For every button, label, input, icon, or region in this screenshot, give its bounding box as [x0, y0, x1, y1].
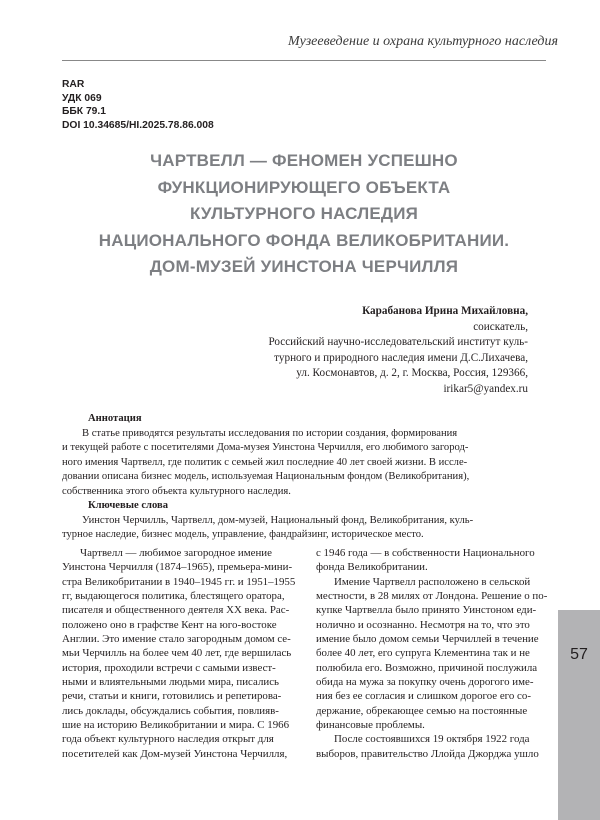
body-line: лись доклады, обсуждались события, повлияв-	[62, 704, 279, 717]
title-line: ДОМ-МУЗЕЙ УИНСТОНА ЧЕРЧИЛЛЯ	[149, 257, 459, 276]
author-name: Карабанова Ирина Михайловна,	[362, 305, 528, 317]
body-line: Имение Чартвелл расположено в сельской	[334, 575, 531, 588]
header-rule	[62, 60, 546, 61]
body-line: более 40 лет, его супруга Клементина так и не	[316, 647, 530, 660]
title-line: КУЛЬТУРНОГО НАСЛЕДИЯ	[189, 204, 419, 223]
abstract-label: Аннотация	[88, 413, 142, 424]
body-line: история, проходили встречи с самыми извест-	[62, 661, 276, 674]
body-line: купке Чартвелла было принято Уинстоном еди-	[316, 604, 537, 617]
body-column-left	[62, 546, 296, 761]
author-block	[108, 304, 528, 397]
body-line: обида на мужа за покупку очень дорогого име-	[316, 676, 534, 689]
title-line: ФУНКЦИОНИРУЮЩЕГО ОБЪЕКТА	[157, 177, 451, 197]
title-line: ЧАРТВЕЛЛ — ФЕНОМЕН УСПЕШНО	[150, 151, 458, 170]
body-line: гг, выдающегося политика, блестящего оратора,	[62, 590, 285, 603]
author-role: соискатель,	[473, 320, 528, 333]
article-title	[62, 148, 546, 281]
body-line: ными и влиятельными людьми мира, писались	[62, 676, 280, 689]
body-line: Чартвелл — любимое загородное имение	[80, 547, 272, 559]
keywords-line: Уинстон Черчилль, Чартвелл, дом-музей, Национальный фонд, Великобритания, куль-	[82, 514, 474, 526]
body-line: ния без ее согласия и слишком дорогое его со-	[316, 690, 531, 703]
body-line: местности, в 28 милях от Лондона. Решение о по-	[316, 590, 548, 603]
body-line: Англии. Это имение стало загородным домом се-	[62, 633, 291, 646]
body-line: речи, статьи и книги, готовились и репетирова-	[62, 690, 282, 703]
author-affiliation-line: Российский научно-исследовательский институт куль-	[268, 336, 528, 348]
identifier-rar: RAR	[62, 79, 85, 90]
body-line: Уинстона Черчилля (1874–1965), премьера-мини-	[62, 561, 293, 574]
page-side-tab	[558, 610, 600, 820]
body-line: выборов, правительство Ллойда Джорджа ушло	[316, 747, 539, 760]
abstract-section	[62, 412, 534, 543]
author-email: irikar5@yandex.ru	[443, 382, 528, 395]
author-affiliation-line: турного и природного наследия имени Д.С.Лихачева,	[274, 351, 528, 364]
identifier-udk: УДК 069	[62, 92, 102, 104]
keywords-line: турное наследие, бизнес модель, управление, фандрайзинг, историческое место.	[62, 529, 424, 540]
page-number: 57	[570, 646, 588, 663]
body-line: посетителей как Дом-музей Уинстона Черчилля,	[62, 747, 288, 760]
body-line: писателя и общественного деятеля XX века. Рас-	[62, 604, 290, 617]
abstract-line: ного имения Чартвелл, где политик с семьей жил последние 40 лет своей жизни. В иссле-	[62, 456, 468, 468]
body-line: держание, обрекающее семью на постоянные	[316, 704, 528, 717]
body-line: После состоявшихся 19 октября 1922 года	[334, 733, 530, 746]
identifiers-block	[62, 78, 214, 132]
body-line: нолично и осознанно. Несмотря на то, что это	[316, 618, 530, 631]
body-line: имение было домом семьи Черчиллей в течение	[316, 633, 539, 646]
identifier-doi: DOI 10.34685/HI.2025.78.86.008	[62, 119, 214, 131]
keywords-label: Ключевые слова	[88, 500, 169, 511]
abstract-line: довании описана бизнес модель, используемая Национальным фондом (Великобритания),	[62, 471, 470, 482]
body-line: положено оно в графстве Кент на юго-востоке	[62, 618, 277, 631]
author-affiliation-line: ул. Космонавтов, д. 2, г. Москва, Россия, 129366,	[296, 367, 528, 379]
running-head-title: Музееведение и охрана культурного наследия	[288, 34, 558, 49]
body-line: финансовые проблемы.	[316, 719, 425, 732]
abstract-line: собственника этого объекта культурного наследия.	[62, 485, 291, 497]
abstract-line: В статье приводятся результаты исследования по истории создания, формирования	[82, 427, 458, 439]
body-column-right	[316, 546, 548, 761]
body-line: фонда Великобритании.	[316, 561, 428, 574]
body-line: мьи Черчилль на более чем 40 лет, где вершилась	[62, 647, 292, 660]
body-line: полюбила его. Возможно, причиной послужила	[316, 661, 538, 674]
body-line: года объект культурного наследия открыт для	[62, 733, 274, 746]
body-line: стра Великобритании в 1940–1945 гг. и 1951–1955	[62, 575, 296, 588]
title-line: НАЦИОНАЛЬНОГО ФОНДА ВЕЛИКОБРИТАНИИ.	[98, 230, 510, 250]
identifier-bbk: ББК 79.1	[62, 106, 106, 117]
abstract-line: и текущей работе с посетителями Дома-музея Уинстона Черчилля, его любимого загород-	[62, 442, 469, 453]
body-line: шие на историю Великобритании и мира. С 1966	[62, 719, 290, 732]
body-line: с 1946 года — в собственности Национального	[316, 547, 535, 559]
